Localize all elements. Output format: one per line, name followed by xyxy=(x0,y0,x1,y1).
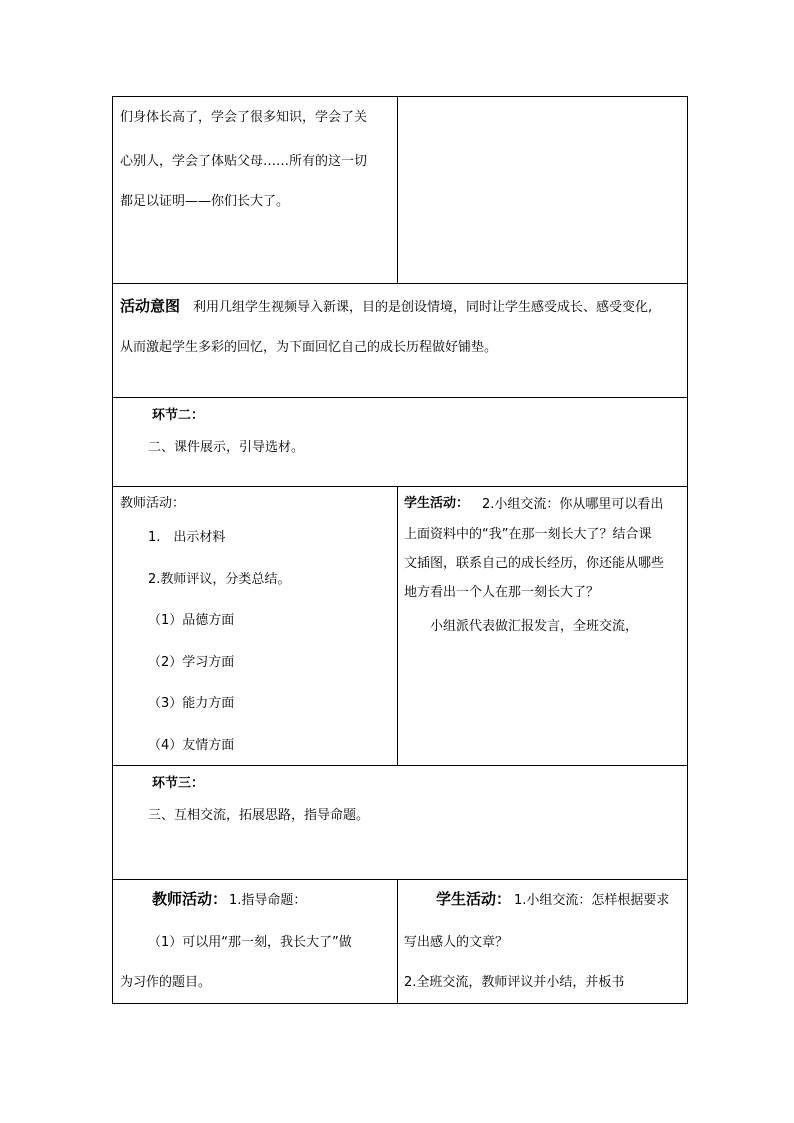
column-divider-3 xyxy=(397,879,398,1004)
teacher-activity-item: 1. 出示材料 xyxy=(148,530,226,545)
teacher-activity-text: 1.指导命题： xyxy=(229,893,307,908)
student-activity-label: 学生活动： xyxy=(404,496,470,511)
teacher-activity-item: （3）能力方面 xyxy=(148,696,235,711)
teacher-activity-item: （4）友情方面 xyxy=(148,738,235,753)
teacher-activity-item: （2）学习方面 xyxy=(148,655,235,670)
activity-intent-label: 活动意图 xyxy=(120,297,181,315)
section-heading: 环节三： xyxy=(152,776,205,791)
row1-text-line: 都足以证明——你们长大了。 xyxy=(120,194,290,209)
student-activity-text: 2.小组交流：你从哪里可以看出 xyxy=(482,497,664,512)
teacher-activity-item: （1）品德方面 xyxy=(148,613,235,628)
row1-text-line: 们身体长高了，学会了很多知识，学会了关 xyxy=(120,110,368,125)
student-activity-text: 文插图，联系自己的成长经历，你还能从哪些 xyxy=(404,556,665,571)
row-divider-1 xyxy=(113,283,687,284)
row-divider-4 xyxy=(113,765,687,766)
row-divider-3 xyxy=(113,486,687,487)
teacher-activity-label: 教师活动： xyxy=(120,496,186,511)
row1-text-line: 心别人，学会了体贴父母……所有的这一切 xyxy=(120,154,368,169)
section-heading: 环节二： xyxy=(152,408,205,423)
row-divider-2 xyxy=(113,397,687,398)
column-divider-2 xyxy=(397,486,398,765)
student-activity-text: 小组派代表做汇报发言，全班交流， xyxy=(430,619,639,634)
teacher-activity-text: （1）可以用“那一刻，我长大了”做 xyxy=(148,935,352,950)
row-divider-5 xyxy=(113,879,687,880)
lesson-plan-table xyxy=(112,96,688,1004)
student-activity-text: 写出感人的文章？ xyxy=(404,935,509,950)
teacher-activity-label: 教师活动： xyxy=(152,890,228,908)
student-activity-text: 地方看出一个人在那一刻长大了？ xyxy=(404,585,600,600)
student-activity-label: 学生活动： xyxy=(436,890,512,908)
student-activity-text: 上面资料中的“我”在那一刻长大了？结合课 xyxy=(404,527,652,542)
section-text: 三、互相交流，拓展思路，指导命题。 xyxy=(148,808,370,823)
student-activity-text: 1.小组交流：怎样根据要求 xyxy=(514,893,670,908)
student-activity-text: 2.全班交流，教师评议并小结，并板书 xyxy=(404,975,625,990)
activity-intent-text: 从而激起学生多彩的回忆，为下面回忆自己的成长历程做好铺垫。 xyxy=(120,340,498,355)
section-text: 二、课件展示，引导选材。 xyxy=(148,440,305,455)
teacher-activity-text: 为习作的题目。 xyxy=(120,975,212,990)
column-divider-1 xyxy=(397,97,398,283)
teacher-activity-item: 2.教师评议，分类总结。 xyxy=(148,572,291,587)
activity-intent-text: 利用几组学生视频导入新课，目的是创设情境，同时让学生感受成长、感受变化, xyxy=(193,300,653,315)
